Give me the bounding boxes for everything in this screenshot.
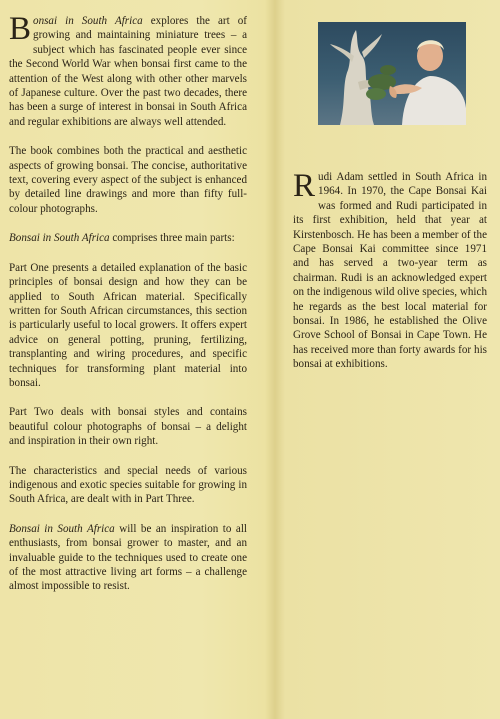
author-biography: Rudi Adam settled in South Africa in 1964. In 1970, the Cape Bonsai Kai was formed and Rudi participated in its first exhibition, held that year at Kirstenbosch. He has been a member of the Cape Bonsai Kai committee since 1971 and has served a two-year term as chairman. Rudi is an acknowledged expert on the indigenous wild olive species, which he regards as the best local material for bonsai. In 1986, he established the Olive Grove School of Bonsai in Cape Town. He has received more than forty awards for his bonsai at exhibitions. <box>293 168 487 371</box>
book-title: onsai in South Africa <box>33 15 143 27</box>
drop-cap: R <box>293 168 316 204</box>
intro-paragraph: Bonsai in South Africa explores the art of growing and maintaining miniature trees – a subject which has fascinated people ever since the Second World War when bonsai first came to the attention of the West along with other other marvels of Japanese culture. Over the past two decades, there has been a surge of interest in bonsai in South Africa and regular exhibitions are always well attended. <box>9 11 247 128</box>
author-photo <box>318 22 466 125</box>
content-paragraph: The book combines both the practical and aesthetic aspects of growing bonsai. The concise, authoritative text, covering every aspect of the subject is enhanced by detailed line drawings and more than fifty full-colour photographs. <box>9 145 247 215</box>
right-flap-text <box>293 170 487 372</box>
part-three-paragraph: The characteristics and special needs of various indigenous and exotic species suitable for growing in South Africa, are dealt with in Part Three. <box>9 464 247 506</box>
left-flap-text <box>9 11 247 608</box>
closing-paragraph: Bonsai in South Africa will be an inspiration to all enthusiasts, from bonsai grower to master, and an invaluable guide to the techniques used to create one of the most attractive living art forms – a challenge almost impossible to resist. <box>9 522 247 593</box>
author-with-bonsai-image <box>318 22 466 125</box>
part-two-paragraph: Part Two deals with bonsai styles and contains beautiful colour photographs of bonsai – a delight and inspiration in their own right. <box>9 406 247 448</box>
drop-cap: B <box>9 11 32 47</box>
part-one-paragraph: Part One presents a detailed explanation of the basic principles of bonsai design and how they can be applied to South African material. Specifically written for South African circumstances, this section is particularly useful to local growers. It offers expert advice on general potting, pruning, fertilizing, transplanting and wiring procedures, and specific techniques for transforming plant material into bonsai. <box>9 261 247 389</box>
book-title: Bonsai in South Africa <box>9 232 110 245</box>
book-title: Bonsai in South Africa <box>9 522 115 535</box>
parts-paragraph: Bonsai in South Africa comprises three main parts: <box>9 232 235 245</box>
